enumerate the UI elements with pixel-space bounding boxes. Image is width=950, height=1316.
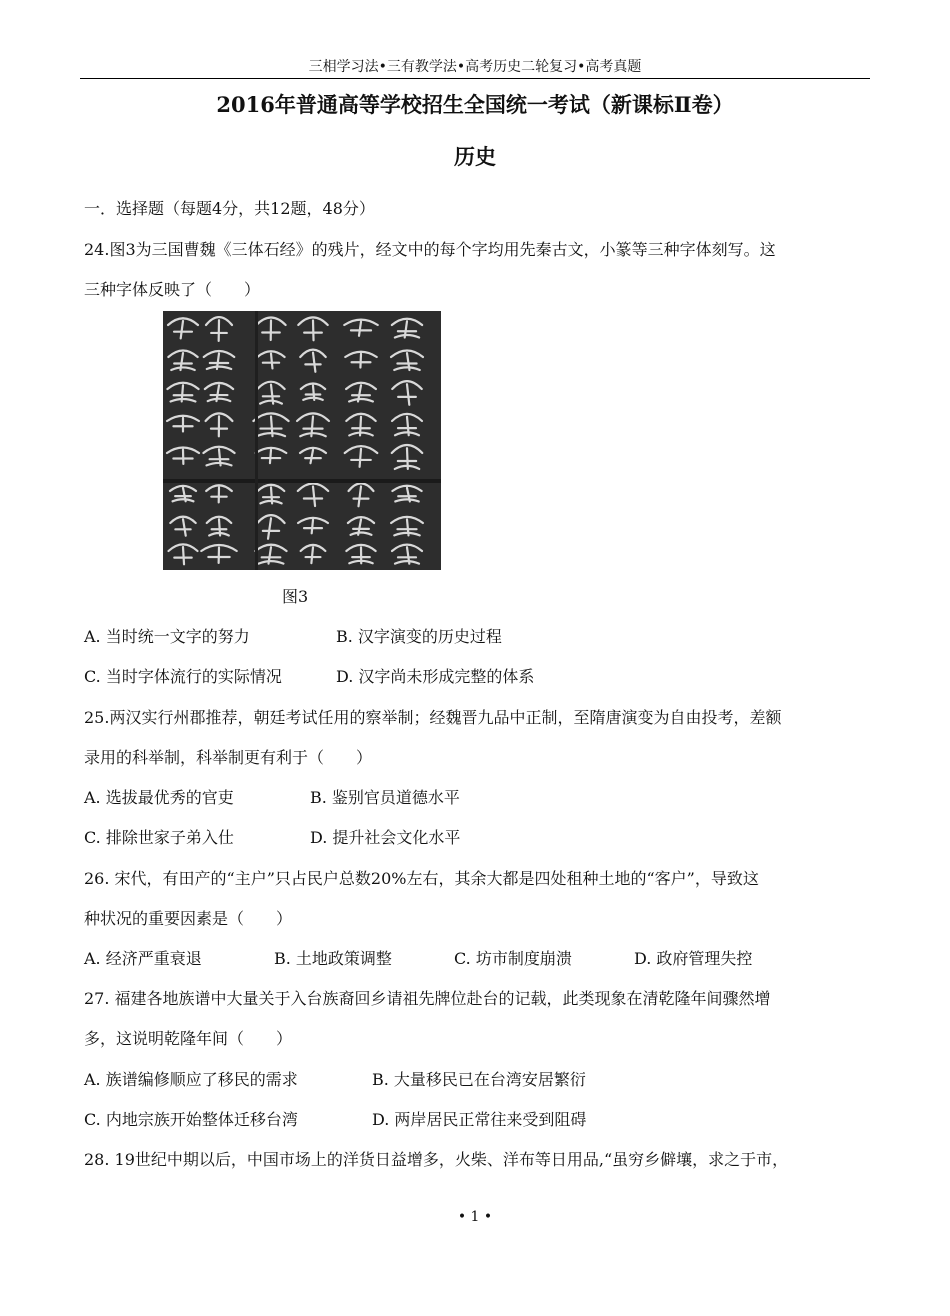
- figure-caption: 图3: [282, 587, 309, 606]
- q27-options-row-1: [84, 1070, 586, 1090]
- q26-option-a[interactable]: A. 经济严重衰退: [84, 949, 202, 968]
- q24-options-row-2: [84, 667, 534, 687]
- q24-option-b[interactable]: B. 汉字演变的历史过程: [336, 627, 502, 646]
- q26-option-c[interactable]: C. 坊市制度崩溃: [454, 949, 572, 968]
- q27-options-row-2: [84, 1110, 586, 1130]
- q25-option-c[interactable]: C. 排除世家子弟入仕: [84, 828, 234, 847]
- q26-options-row: [84, 949, 752, 969]
- q24-option-a[interactable]: A. 当时统一文字的努力: [84, 627, 250, 646]
- stone-classics-rubbing-image: [163, 311, 441, 570]
- q25-options-row-1: [84, 788, 460, 808]
- q28-stem-line-1: 28. 19世纪中期以后，中国市场上的洋货日益增多，火柴、洋布等日用品,“虽穷乡僻壤，求之于市，: [84, 1150, 789, 1169]
- q24-options-row-1: [84, 627, 502, 647]
- running-header: 三相学习法•三有教学法•高考历史二轮复习•高考真题: [308, 59, 642, 75]
- q27-option-b[interactable]: B. 大量移民已在台湾安居繁衍: [372, 1070, 586, 1089]
- q24-option-d[interactable]: D. 汉字尚未形成完整的体系: [336, 667, 535, 686]
- q25-option-b[interactable]: B. 鉴别官员道德水平: [310, 788, 460, 807]
- exam-title: 2016年普通高等学校招生全国统一考试（新课标Ⅱ卷）: [216, 92, 734, 117]
- q27-option-d[interactable]: D. 两岸居民正常往来受到阻碍: [372, 1110, 587, 1129]
- header-rule: [80, 78, 870, 79]
- q24-stem-line-1: 24.图3为三国曹魏《三体石经》的残片，经文中的每个字均用先秦古文，小篆等三种字体刻写。这: [84, 240, 776, 259]
- q26-option-d[interactable]: D. 政府管理失控: [634, 949, 753, 968]
- section-heading: 一．选择题（每题4分，共12题，48分）: [84, 199, 375, 218]
- q26-option-b[interactable]: B. 土地政策调整: [274, 949, 392, 968]
- q27-stem-line-1: 27. 福建各地族谱中大量关于入台族裔回乡请祖先牌位赴台的记载，此类现象在清乾隆年间骤然增: [84, 989, 771, 1008]
- q26-stem-line-1: 26. 宋代，有田产的“主户”只占民户总数20%左右，其余大都是四处租种土地的“客户”，导致这: [84, 869, 759, 888]
- q27-option-a[interactable]: A. 族谱编修顺应了移民的需求: [84, 1070, 298, 1089]
- q25-stem-line-2: 录用的科举制，科举制更有利于（ ）: [84, 748, 373, 767]
- q25-stem-line-1: 25.两汉实行州郡推荐，朝廷考试任用的察举制；经魏晋九品中正制，至隋唐演变为自由投考，差额: [84, 708, 782, 727]
- q27-stem-line-2: 多，这说明乾隆年间（ ）: [84, 1029, 293, 1048]
- q26-stem-line-2: 种状况的重要因素是（ ）: [84, 909, 293, 928]
- q27-option-c[interactable]: C. 内地宗族开始整体迁移台湾: [84, 1110, 298, 1129]
- q25-option-d[interactable]: D. 提升社会文化水平: [310, 828, 461, 847]
- q25-option-a[interactable]: A. 选拔最优秀的官吏: [84, 788, 234, 807]
- q24-stem-line-2: 三种字体反映了（ ）: [84, 280, 261, 299]
- q24-option-c[interactable]: C. 当时字体流行的实际情况: [84, 667, 282, 686]
- subject-title: 历史: [454, 144, 496, 169]
- q25-options-row-2: [84, 828, 460, 848]
- page-number: • 1 •: [457, 1209, 493, 1225]
- rubbing-illustration: [163, 311, 441, 570]
